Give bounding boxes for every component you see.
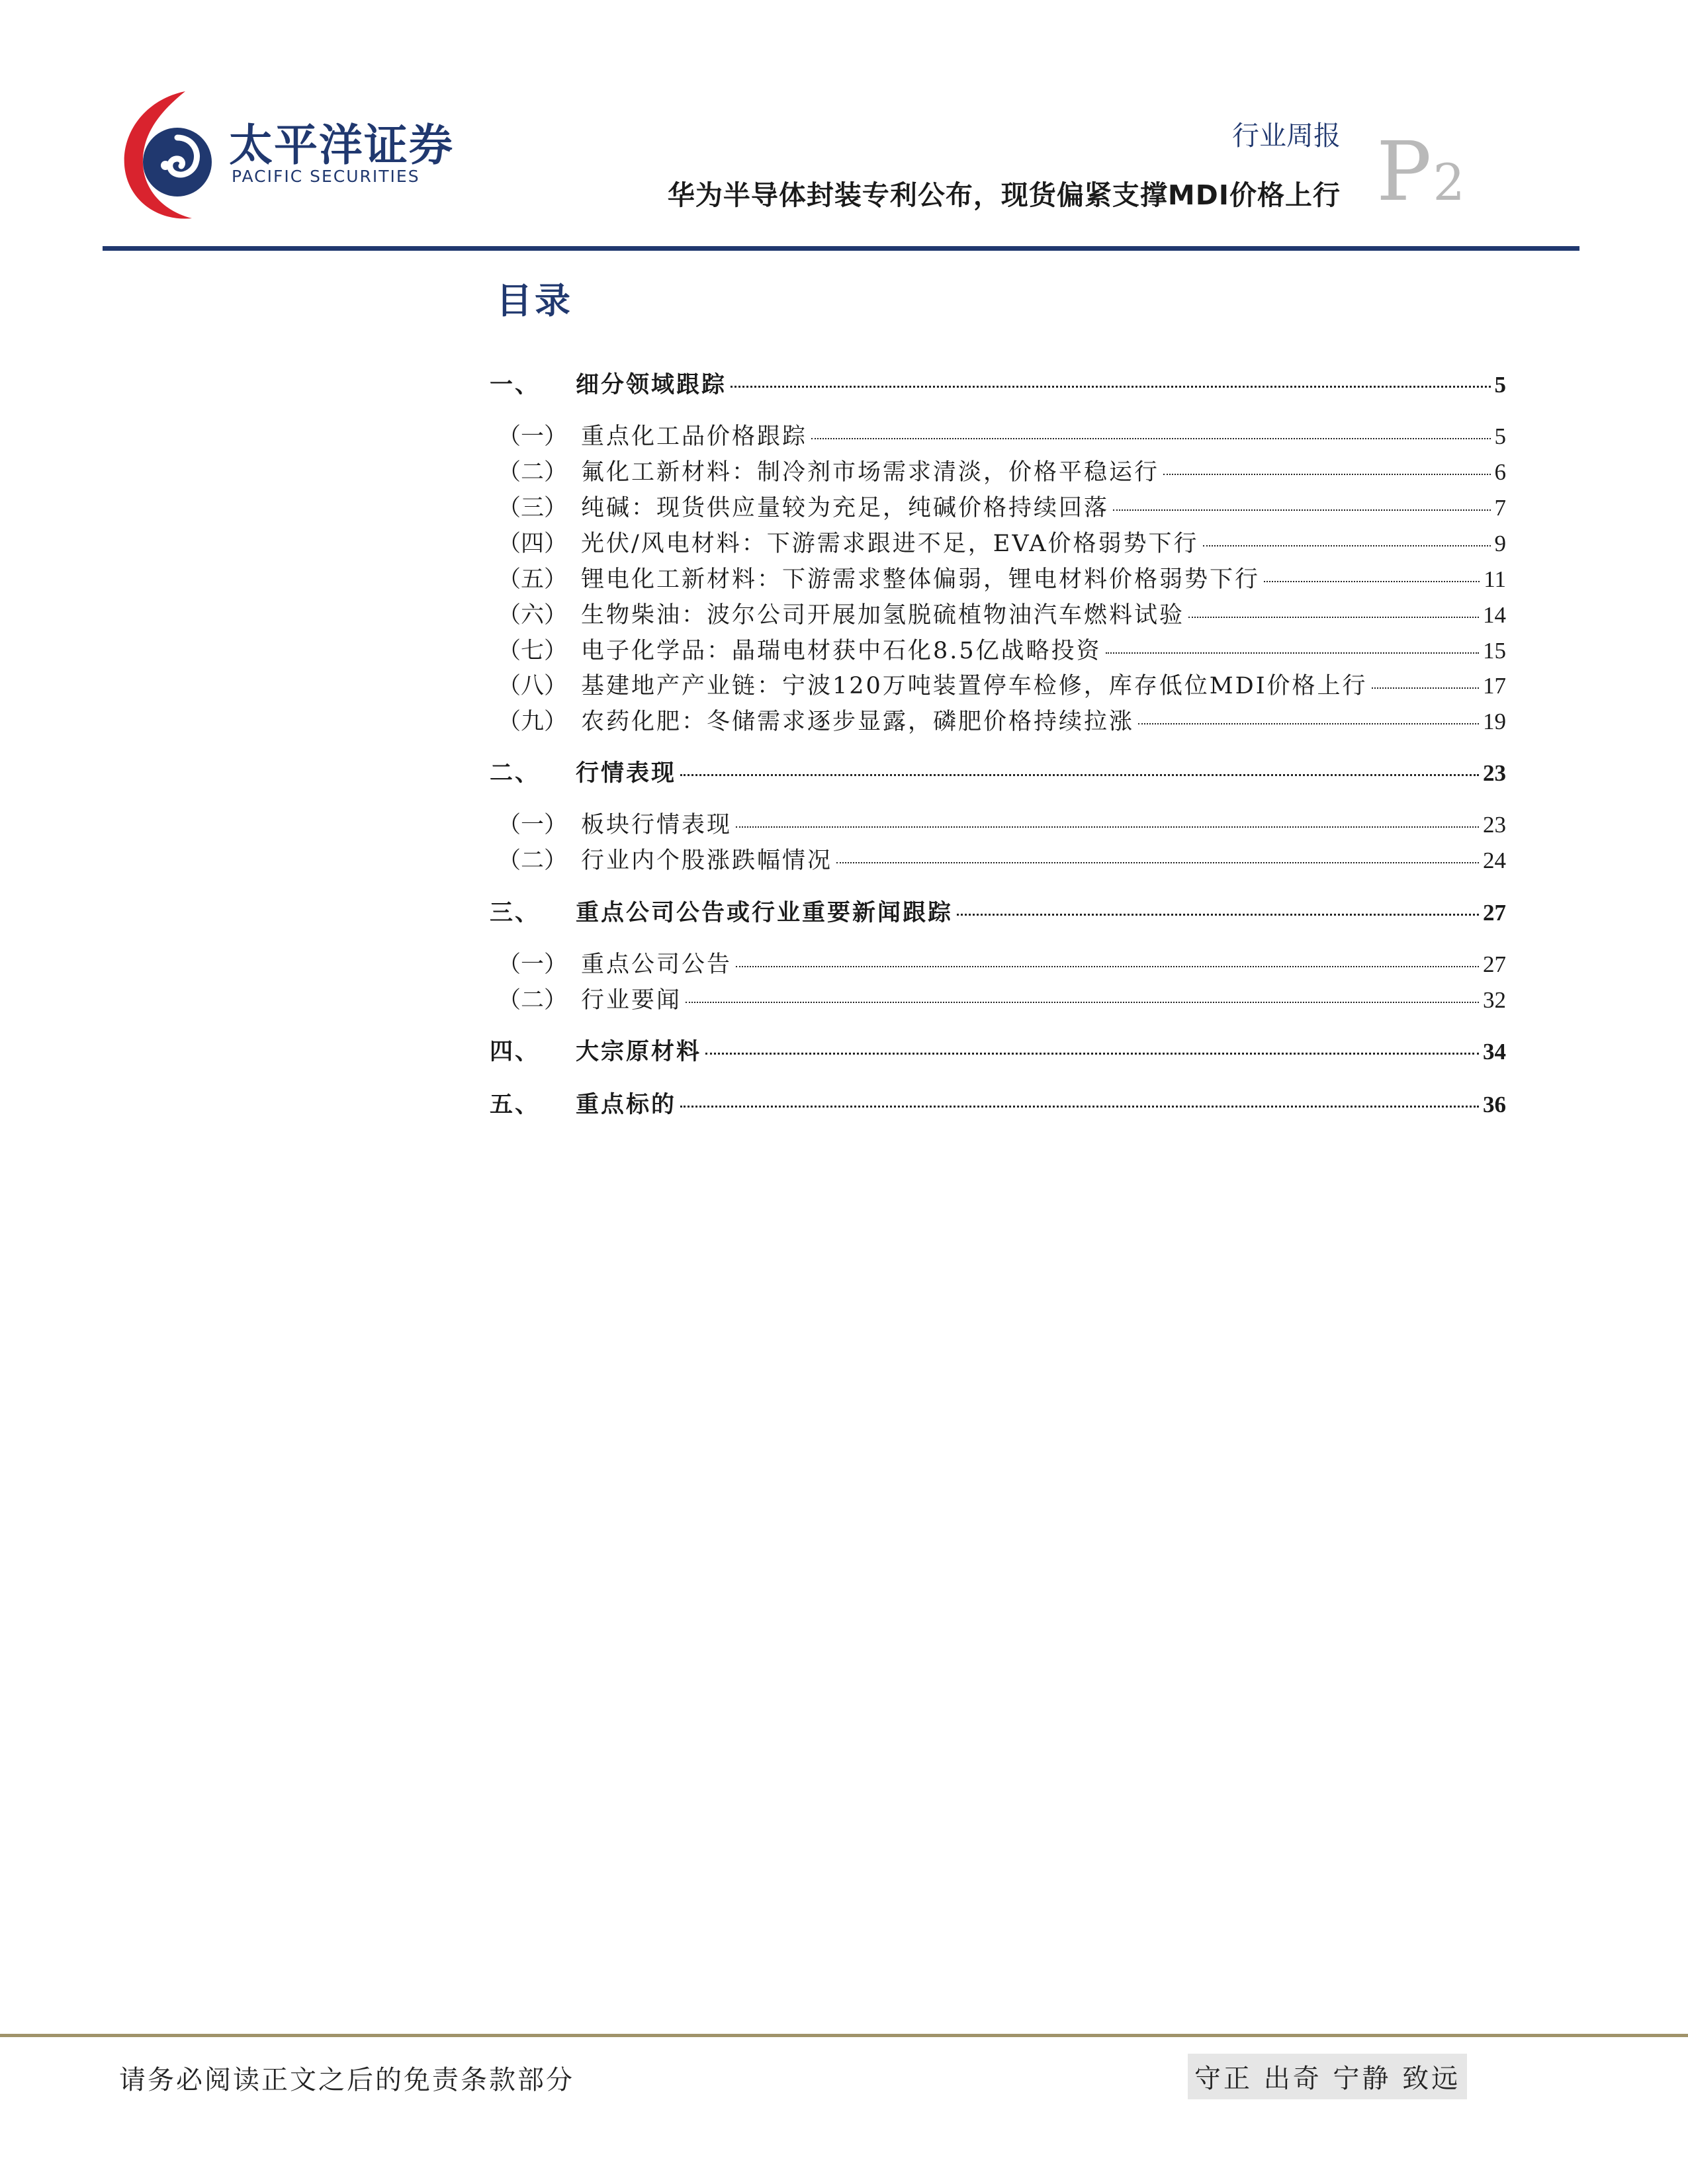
toc-dot-leader xyxy=(686,1002,1479,1003)
footer-motto: 守正 出奇 宁静 致远 xyxy=(1188,2054,1467,2099)
toc-entry[interactable] xyxy=(490,845,1506,877)
logo-chinese-name: 太平洋证券 xyxy=(229,120,454,171)
toc-entry-label: 纯碱：现货供应量较为充足，纯碱价格持续回落 xyxy=(581,495,1110,521)
toc-entry[interactable] xyxy=(490,758,1506,789)
toc-entry-label: 大宗原材料 xyxy=(576,1038,702,1065)
toc-entry-number: 四、 xyxy=(490,1038,541,1065)
toc-heading: 目录 xyxy=(496,280,573,322)
toc-entry-page: 24 xyxy=(1483,848,1506,873)
toc-entry[interactable] xyxy=(490,528,1506,560)
toc-dot-leader xyxy=(811,438,1490,439)
toc-entry[interactable] xyxy=(490,1036,1506,1068)
toc-dot-leader xyxy=(736,826,1479,828)
toc-dot-leader xyxy=(1163,474,1490,475)
toc-entry-number: （一） xyxy=(498,951,568,978)
toc-entry-number: 五、 xyxy=(490,1091,541,1118)
toc-entry-number: （七） xyxy=(498,638,568,664)
header-divider xyxy=(103,246,1579,251)
toc-entry-number: （六） xyxy=(498,602,568,629)
toc-entry-number: （五） xyxy=(498,566,568,593)
toc-entry-label: 行情表现 xyxy=(576,760,677,787)
toc-entry[interactable] xyxy=(490,564,1506,595)
page-number-mark xyxy=(1376,124,1465,220)
report-type: 行业周报 xyxy=(1232,120,1341,152)
toc-entry-page: 15 xyxy=(1483,638,1506,664)
toc-entry[interactable] xyxy=(490,949,1506,981)
toc-entry-label: 生物柴油：波尔公司开展加氢脱硫植物油汽车燃料试验 xyxy=(581,602,1185,629)
toc-entry-number: 三、 xyxy=(490,899,541,926)
toc-entry-label: 重点标的 xyxy=(576,1091,677,1118)
toc-entry-label: 农药化肥：冬储需求逐步显露，磷肥价格持续拉涨 xyxy=(581,709,1135,735)
toc-dot-leader xyxy=(731,386,1490,388)
footer-disclaimer: 请务必阅读正文之后的免责条款部分 xyxy=(119,2065,574,2095)
toc-entry[interactable] xyxy=(490,421,1506,453)
report-title: 华为半导体封装专利公布，现货偏紧支撑MDI价格上行 xyxy=(667,179,1341,211)
toc-dot-leader xyxy=(1113,509,1490,511)
toc-entry-page: 23 xyxy=(1483,760,1506,786)
toc-entry-number: （八） xyxy=(498,673,568,699)
toc-entry[interactable] xyxy=(490,369,1506,401)
toc-dot-leader xyxy=(836,862,1479,863)
toc-entry[interactable] xyxy=(490,492,1506,524)
toc-entry-page: 5 xyxy=(1494,423,1506,449)
toc-entry-page: 5 xyxy=(1494,372,1506,398)
logo-emblem-icon xyxy=(119,86,225,225)
toc-entry-page: 23 xyxy=(1483,812,1506,838)
toc-entry-label: 电子化学品：晶瑞电材获中石化8.5亿战略投资 xyxy=(581,638,1102,664)
toc-entry-page: 34 xyxy=(1483,1039,1506,1065)
toc-entry[interactable] xyxy=(490,984,1506,1016)
toc-entry-number: （九） xyxy=(498,709,568,735)
toc-entry[interactable] xyxy=(490,1089,1506,1121)
toc-dot-leader xyxy=(705,1053,1479,1055)
toc-entry-label: 行业要闻 xyxy=(581,987,682,1014)
page-letter: P xyxy=(1376,124,1432,220)
toc-entry-label: 氟化工新材料：制冷剂市场需求清淡，价格平稳运行 xyxy=(581,459,1160,486)
toc-entry[interactable] xyxy=(490,635,1506,667)
toc-entry-page: 27 xyxy=(1483,900,1506,926)
toc-entry-page: 17 xyxy=(1483,673,1506,699)
toc-entry[interactable] xyxy=(490,599,1506,631)
toc-entry-page: 19 xyxy=(1483,709,1506,734)
toc-entry[interactable] xyxy=(490,670,1506,702)
toc-entry-number: 一、 xyxy=(490,371,541,398)
toc-dot-leader xyxy=(1203,545,1491,546)
toc-entry-page: 6 xyxy=(1494,459,1506,485)
toc-dot-leader xyxy=(736,966,1479,967)
page-number: 2 xyxy=(1433,153,1465,212)
toc-dot-leader xyxy=(680,774,1479,776)
toc-entry-number: 二、 xyxy=(490,760,541,787)
toc-entry[interactable] xyxy=(490,457,1506,488)
toc-entry-label: 细分领域跟踪 xyxy=(576,371,727,398)
toc-entry-label: 锂电化工新材料：下游需求整体偏弱，锂电材料价格弱势下行 xyxy=(581,566,1261,593)
toc-entry-label: 基建地产产业链：宁波120万吨装置停车检修，库存低位MDI价格上行 xyxy=(581,673,1368,699)
toc-entry[interactable] xyxy=(490,706,1506,738)
toc-dot-leader xyxy=(1372,687,1479,689)
toc-entry-page: 11 xyxy=(1484,566,1506,592)
toc-entry-label: 行业内个股涨跌幅情况 xyxy=(581,848,833,874)
company-logo xyxy=(119,86,463,225)
toc-entry-number: （一） xyxy=(498,812,568,838)
toc-dot-leader xyxy=(1138,723,1479,724)
toc-entry-page: 36 xyxy=(1483,1092,1506,1117)
toc-dot-leader xyxy=(680,1106,1479,1108)
toc-dot-leader xyxy=(1188,617,1479,618)
toc-entry-label: 重点公司公告 xyxy=(581,951,733,978)
toc-entry-number: （二） xyxy=(498,848,568,874)
toc-dot-leader xyxy=(957,914,1479,916)
footer-divider xyxy=(0,2034,1688,2037)
toc-dot-leader xyxy=(1264,581,1480,582)
toc-entry-number: （二） xyxy=(498,987,568,1014)
toc-entry-label: 重点化工品价格跟踪 xyxy=(581,423,808,450)
logo-english-name: PACIFIC SECURITIES xyxy=(232,167,420,186)
toc-entry-page: 27 xyxy=(1483,951,1506,977)
toc-entry-number: （四） xyxy=(498,531,568,557)
toc-entry-page: 9 xyxy=(1494,531,1506,556)
toc-entry-page: 32 xyxy=(1483,987,1506,1013)
toc-entry-label: 重点公司公告或行业重要新闻跟踪 xyxy=(576,899,954,926)
toc-entry-label: 光伏/风电材料：下游需求跟进不足，EVA价格弱势下行 xyxy=(581,531,1199,557)
toc-entry-number: （三） xyxy=(498,495,568,521)
toc-dot-leader xyxy=(1106,652,1479,654)
toc-entry[interactable] xyxy=(490,897,1506,929)
toc-entry-number: （二） xyxy=(498,459,568,486)
toc-entry-page: 14 xyxy=(1483,602,1506,628)
toc-entry-number: （一） xyxy=(498,423,568,450)
toc-entry-page: 7 xyxy=(1494,495,1506,521)
toc-entry-label: 板块行情表现 xyxy=(581,812,733,838)
toc-entry[interactable] xyxy=(490,809,1506,841)
